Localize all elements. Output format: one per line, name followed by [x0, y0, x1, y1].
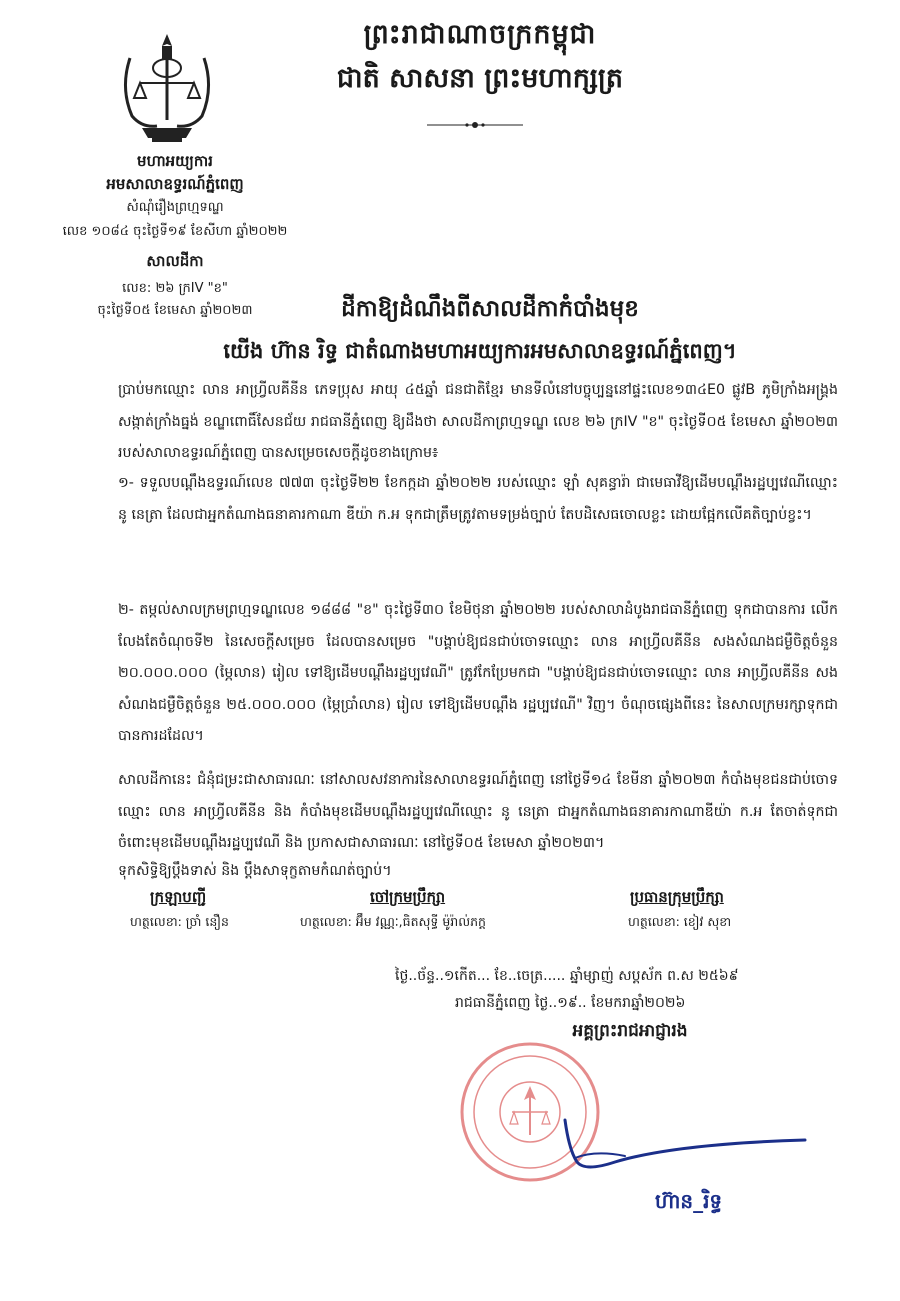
paragraph-point-2: ២- តម្កល់សាលក្រមព្រហ្មទណ្ឌលេខ ១៨៨៨ "ខ" ចុះថ្ងៃទី៣០ ខែមិថុនា ឆ្នាំ២០២២ របស់សាលាដំបូងរាជធានីភ្នំពេញ ទុកជាបានការ លើកលែងតែចំណុចទី២ នៃសេចក្តីសម្រេច ដែលបានសម្រេច "បង្គាប់ឱ្យជនជាប់ចោទឈ្មោះ លាន អាហ្វ្រីលគីនីន សងសំណងជម្ងឺចិត្តចំនួន ២០.០០០.០០០ (ម្ភៃលាន) រៀល ទៅឱ្យដើមបណ្តឹងរដ្ឋប្បវេណី" ត្រូវកែប្រែមកជា "បង្គាប់ឱ្យជនជាប់ចោទឈ្មោះ លាន អាហ្វ្រីលគីនីន សងសំណងជម្ងឺចិត្តចំនួន ២៥.០០០.០០០ (ម្ភៃប្រាំលាន) រៀល ទៅឱ្យដើមបណ្តឹង រដ្ឋប្បវេណី" វិញ។ ចំណុចផ្សេងពីនេះ នៃសាលក្រមរក្សាទុកជាបានការដដែល។: [118, 602, 838, 744]
ministry-emblem-icon: [112, 28, 222, 148]
solar-date: រាជធានីភ្នំពេញ ថ្ងៃ..១៩.. ខែមករាឆ្នាំ២០២៦: [455, 995, 686, 1011]
signer-role: អគ្គព្រះរាជអាជ្ញារង: [572, 1021, 688, 1041]
case-type: សំណុំរឿងព្រហ្មទណ្ឌ: [126, 200, 224, 215]
verdict-label: សាលដីកា: [146, 252, 204, 270]
judges-signature: ហត្ថលេខា: អ៊ឹម វណ្ណៈ,ធិតសុទ្ធី ម៉ូរ៉ាល់ភក្ត: [300, 914, 486, 929]
judges-title: ចៅក្រមប្រឹក្សា: [370, 888, 446, 906]
document-subtitle: យើង ហ៊ាន រិទ្ធ ជាតំណាងមហាអយ្យការអមសាលាឧទ្ធរណ៍ភ្នំពេញ។: [223, 339, 737, 363]
verdict-date: ចុះថ្ងៃទី០៥ ខែមេសា ឆ្នាំ២០២៣: [97, 303, 253, 318]
clerk-signature: ហត្ថលេខា: ច្រាំ នឿន: [130, 914, 229, 929]
office-name: មហាអយ្យការ: [137, 152, 213, 170]
paragraph-notice: ប្រាប់មកឈ្មោះ លាន អាហ្វ្រីលគីនីន ភេទប្រុស អាយុ ៤៥ឆ្នាំ ជនជាតិខ្មែរ មានទីលំនៅបច្ចុប្បន្ននៅផ្ទះលេខ១៣៤E0 ផ្លូវB ភូមិក្រាំងអង្គ្រង សង្កាត់ក្រាំងធ្នង់ ខណ្ឌពោធិ៍សែនជ័យ រាជធានីភ្នំពេញ ឱ្យដឹងថា សាលដីកាព្រហ្មទណ្ឌ លេខ ២៦ ក្រIV "ខ" ចុះថ្ងៃទី០៥ ខែមេសា ឆ្នាំ២០២៣ របស់សាលាឧទ្ធរណ៍ភ្នំពេញ បានសម្រេចសេចក្តីដូចខាងក្រោម៖: [118, 382, 838, 461]
president-signature: ហត្ថលេខា: ខៀវ សុខា: [628, 914, 732, 929]
document-title: ដីកាឱ្យដំណឹងពីសាលដីកាកំបាំងមុខ: [341, 296, 639, 322]
president-title: ប្រធានក្រុមប្រឹក្សា: [630, 888, 724, 906]
national-motto: ជាតិ សាសនា ព្រះមហាក្សត្រ: [336, 63, 624, 94]
paragraph-rights: ទុកសិទ្ធិឱ្យប្តឹងទាស់ និង ប្តឹងសាទុក្ខតាមកំណត់ច្បាប់។: [118, 863, 392, 879]
verdict-number: លេខ: ២៦ ក្រIV "ខ": [122, 281, 228, 296]
court-name: អមសាលាឧទ្ធរណ៍ភ្នំពេញ: [106, 175, 244, 193]
paragraph-point-1: ១- ទទួលបណ្តឹងឧទ្ធរណ៍លេខ ៧៧៣ ចុះថ្ងៃទី២២ ខែកក្កដា ឆ្នាំ២០២២ របស់ឈ្មោះ ឡាំ សុគន្ធារ៉ា ជាមេធាវីឱ្យដើមបណ្តឹងរដ្ឋប្បវេណីឈ្មោះ នូ នេត្រា ដែលជាអ្នកតំណាងធនាគារកាណា ឌីយ៉ា ក.អ ទុកជាត្រឹមត្រូវតាមទម្រង់ច្បាប់ តែបដិសេធចោលខ្លះ ដោយផ្អែកលើគតិច្បាប់ខ្វះ។: [118, 475, 838, 523]
lunar-date: ថ្ងៃ..ច័ន្ទ..១កើត... ខែ..ចេត្រ..... ឆ្នាំម្សាញ់ សប្តស័ក ព.ស ២៥៦៩: [395, 968, 739, 984]
case-reference: លេខ ១០៨៤ ចុះថ្ងៃទី១៩ ខែសីហា ឆ្នាំ២០២២: [62, 224, 288, 239]
paragraph-hearing: សាលដីកានេះ ជំនុំជម្រះជាសាធារណៈ នៅសាលសវនាការនៃសាលាឧទ្ធរណ៍ភ្នំពេញ នៅថ្ងៃទី១៤ ខែមីនា ឆ្នាំ២០២៣ កំបាំងមុខជនជាប់ចោទឈ្មោះ លាន អាហ្វ្រីលគីនីន និង កំបាំងមុខដើមបណ្តឹងរដ្ឋប្បវេណីឈ្មោះ នូ នេត្រា ជាអ្នកតំណាងធនាគារកាណាឌីយ៉ា ក.អ តែចាត់ទុកជាចំពោះមុខដើមបណ្តឹងរដ្ឋប្បវេណី និង ប្រកាសជាសាធារណៈ នៅថ្ងៃទី០៥ ខែមេសា ឆ្នាំ២០២៣។: [118, 772, 838, 851]
handwritten-signature-icon: [555, 1100, 815, 1180]
clerk-title: ក្រឡាបញ្ជី: [150, 888, 207, 906]
signer-name: ហ៊ាន_រិទ្ធ: [655, 1189, 723, 1213]
kingdom-heading: ព្រះរាជាណាចក្រកម្ពុជា: [363, 19, 597, 50]
ornament-divider: [425, 118, 525, 132]
